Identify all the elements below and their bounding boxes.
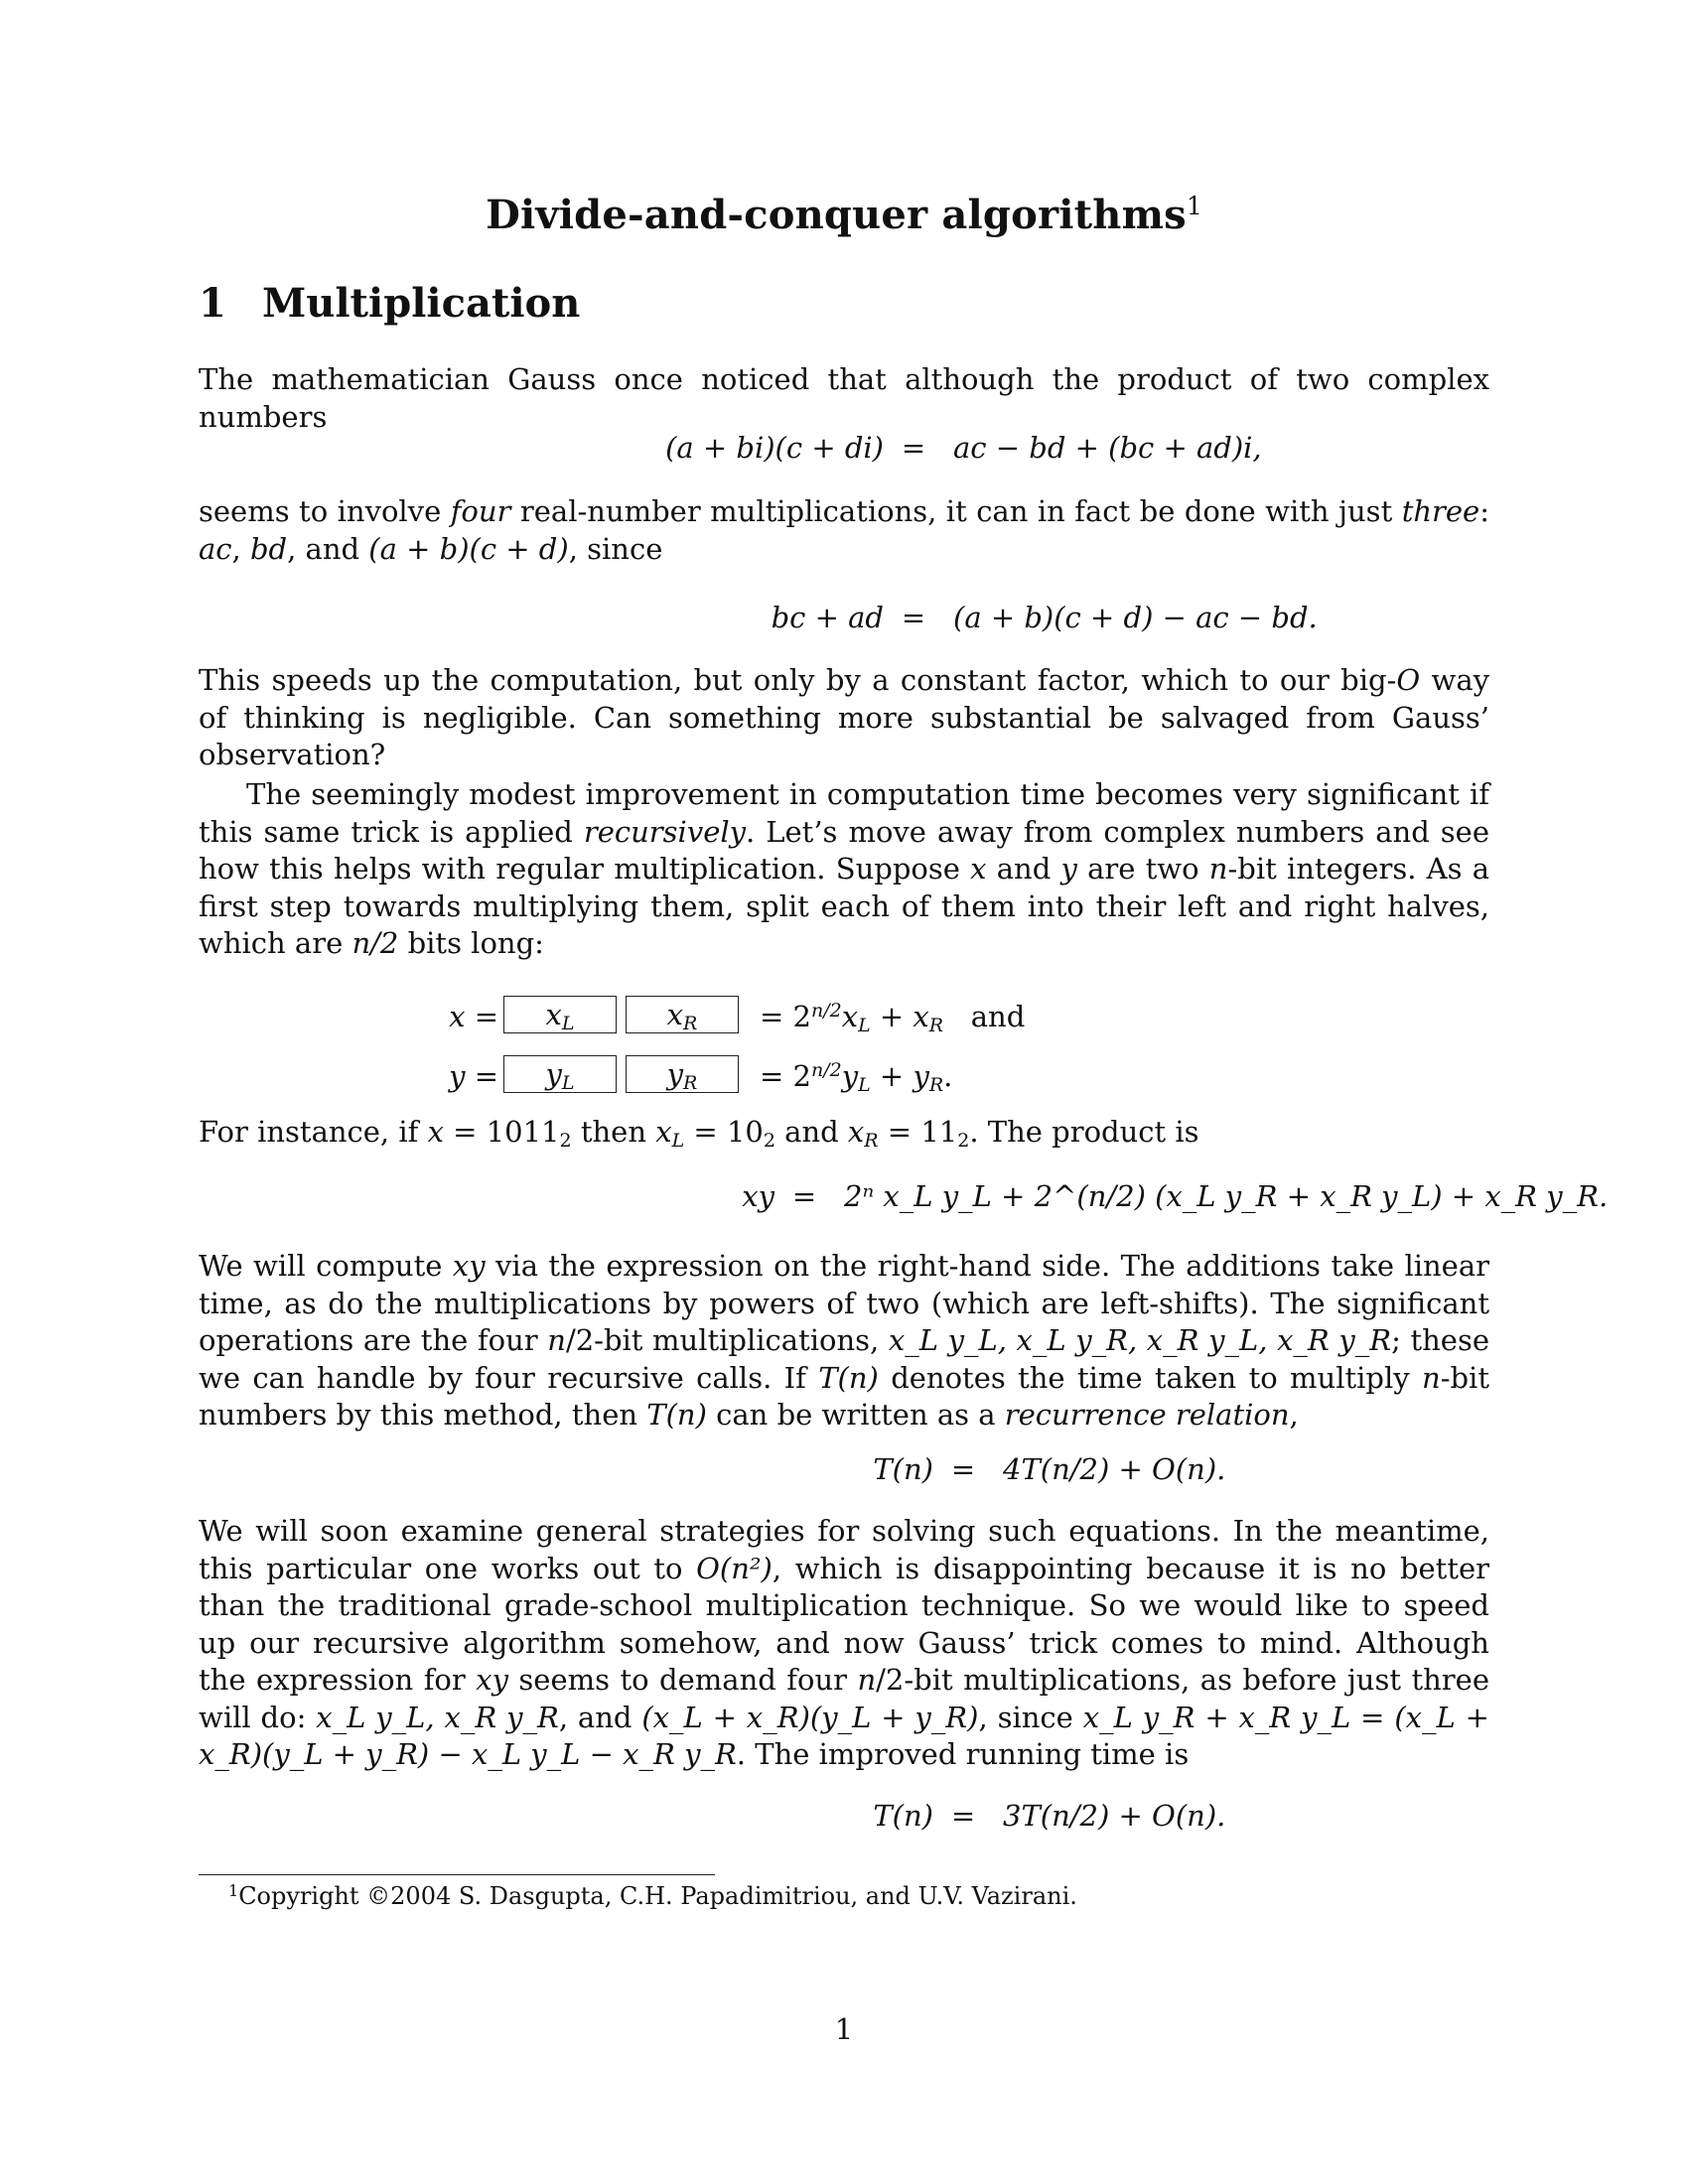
split-y-var: y [449,1059,466,1093]
split-diagram-x [199,996,1489,1039]
box-y-right-sub: R [683,1072,698,1094]
eq1-rel: = [901,431,926,465]
p2-t5: , and [287,531,369,566]
p6-i2: n [547,1323,566,1357]
p5-t3: then [571,1115,656,1149]
split-y-rhs-plus: + y [870,1059,929,1093]
p3-i1: O [1396,663,1421,697]
p4-i1: recursively [583,814,747,849]
split-x-rhs-sub: L [858,1015,871,1036]
footnote-mark: 1 [228,1881,239,1900]
p4-i3: y [1060,852,1077,886]
p4-t3: and [986,852,1061,886]
p7-i6: x_L y_R + x_R y_L = (x_L + x_R)(y_L + y_R) − x_L y_L − x_R y_R [199,1700,1489,1771]
paragraph-four-mults [199,1248,1489,1434]
section-heading [199,280,580,327]
eq5-lhs: T(n) [873,1799,933,1833]
p2-i1: four [450,494,511,528]
p2-t1: seems to involve [199,494,451,528]
p2-i2: three [1401,494,1480,528]
split-y-rhs-sub: L [858,1074,871,1096]
p4-t1: The seemingly modest improvement in computation time becomes very significant if this same trick is applied [199,777,1489,849]
eq3-lhs: xy [742,1179,774,1213]
p6-t1: We will compute [199,1249,453,1283]
p2-t2: real-number multiplications, it can in fact be done with just [510,494,1402,528]
split-y-rhs-sub2: R [928,1074,944,1096]
p4-t2: . Let’s move away from complex numbers and see how this helps with regular multiplication. Suppose [199,814,1489,886]
eq4-rel: = [950,1452,976,1486]
eq2-rhs: (a + b)(c + d) − ac − bd. [953,601,1318,634]
split-y-rhs-base: = 2 [760,1059,811,1093]
split-x-rhs-plus: + x [870,1000,929,1033]
box-y-left-half [503,1055,617,1093]
box-x-right-var: x [666,998,684,1031]
split-y-rhs [760,1059,953,1096]
p6-i6: T(n) [646,1398,707,1432]
p2-i5: (a + b)(c + d) [368,531,569,566]
document-title [199,192,1489,238]
p5-s2: L [671,1130,685,1152]
split-diagram-y [199,1055,1489,1099]
p7-t6: , since [978,1700,1083,1734]
box-y-right-half [626,1055,739,1093]
p5-i1: x [427,1115,444,1149]
box-x-left-sub: L [561,1013,575,1034]
box-y-left-var: y [545,1057,562,1091]
p4-i4: n [1208,852,1228,886]
split-x-rhs [760,1000,1026,1036]
p7-t7: . The improved running time is [736,1737,1190,1771]
eq2-lhs: bc + ad [771,601,884,634]
box-x-right-half [626,996,739,1033]
eq2-rel: = [901,601,926,634]
p7-t3: seems to demand four [507,1663,858,1697]
split-x-equals: = [474,1000,498,1033]
p7-t2: , which is disappointing because it is no better than the traditional grade-school multiplication technique. So we would like to speed up our recursive algorithm somehow, and now Gauss’ trick comes to mind. Although the expression for [199,1551,1490,1697]
split-y-rhs-var: y [841,1059,859,1093]
p5-i2: x [655,1115,672,1149]
p3-t1: This speeds up the computation, but only by a constant factor, which to our big- [199,663,1397,697]
eq5-rel: = [950,1799,976,1833]
split-x-tail: and [970,1000,1026,1033]
p6-t8: , [1289,1398,1299,1432]
p6-t7: can be written as a [706,1398,1005,1432]
p6-i5: n [1422,1360,1441,1395]
paragraph-recursive [199,776,1489,963]
p4-t5: -bit integers. As a first step towards multiplying them, split each of them into their left and right halves, which are [199,852,1489,960]
p6-t4: ; these we can handle by four recursive calls. If [199,1323,1489,1395]
paragraph-speedup [199,662,1489,774]
p7-i5: (x_L + x_R)(y_L + y_R) [641,1700,979,1734]
box-x-right-sub: R [683,1013,698,1034]
p6-t5: denotes the time taken to multiply [878,1360,1422,1395]
eq4-rhs: 4T(n/2) + O(n). [1003,1452,1226,1486]
p4-t6: bits long: [398,926,544,960]
p7-i1: O(n²) [696,1551,773,1585]
p6-t3: /2-bit multiplications, [565,1323,889,1357]
eq3-rel: = [791,1179,817,1213]
box-y-left-sub: L [561,1072,575,1094]
p4-i2: x [970,852,987,886]
p2-t3: : [1479,494,1489,528]
eq1-rhs: ac − bd + (bc + ad)i, [953,431,1262,465]
p6-i3: x_L y_L, x_L y_R, x_R y_L, x_R y_R [888,1323,1392,1357]
p7-t5: , and [558,1700,642,1734]
paragraph-gauss-recursive [199,1513,1489,1774]
p7-i2: xy [476,1663,508,1697]
p7-t1: We will soon examine general strategies for solving such equations. In the meantime, this particular one works out to [199,1514,1489,1585]
p5-t6: = 11 [878,1115,958,1149]
section-number: 1 [199,280,226,327]
p2-t6: , since [568,531,663,566]
split-y-exp: n/2 [810,1059,842,1081]
split-y-tail: . [943,1059,953,1093]
p5-t2: = 1011 [443,1115,560,1149]
p7-i4: x_L y_L, x_R y_R [316,1700,559,1734]
paragraph-intro [199,361,1489,436]
page-number: 1 [834,2012,854,2046]
p7-t4: /2-bit multiplications, as before just three will do: [199,1663,1489,1734]
title-footnote-mark[interactable]: 1 [1186,192,1202,220]
section-title: Multiplication [262,280,581,327]
footnote-rule [199,1874,715,1875]
eq3-rhs: 2ⁿ x_L y_L + 2^(n/2) (x_L y_R + x_R y_L) + x_R y_R. [844,1179,1609,1213]
page [199,0,1609,2184]
p1-text: The mathematician Gauss once noticed that although the product of two complex numbers [199,362,1489,434]
split-x-rhs-sub2: R [928,1015,944,1036]
p5-t7: . The product is [969,1115,1199,1149]
split-x-exp: n/2 [810,1000,842,1022]
p2-i4: bd [249,531,288,566]
p4-i5: n/2 [352,926,399,960]
p6-t2: via the expression on the right-hand side. The additions take linear time, as do the multiplications by powers of two (which are left-shifts). The significant operations are the four [199,1249,1489,1357]
p6-i1: xy [452,1249,486,1283]
footnote [228,1882,1077,1910]
p6-i4: T(n) [818,1360,879,1395]
p5-s4: R [864,1130,879,1152]
p6-t6: -bit numbers by this method, then [199,1360,1489,1432]
split-x-lhs [421,1000,498,1033]
p5-t4: = 10 [684,1115,764,1149]
p2-i3: ac [199,531,232,566]
p5-s5: 2 [957,1130,970,1152]
p2-t4: , [231,531,250,566]
split-x-rhs-var: x [841,1000,859,1033]
footnote-text: Copyright ©2004 S. Dasgupta, C.H. Papadimitriou, and U.V. Vazirani. [238,1882,1077,1910]
paragraph-three-mults [199,493,1489,568]
p5-s1: 2 [559,1130,572,1152]
p6-i7: recurrence relation [1004,1398,1290,1432]
box-y-right-var: y [666,1057,684,1091]
p3-t2: way of thinking is negligible. Can something more substantial be salvaged from Gauss’ observation? [199,663,1489,771]
box-x-left-half [503,996,617,1033]
title-text: Divide-and-conquer algorithms [486,192,1187,238]
eq5-rhs: 3T(n/2) + O(n). [1003,1799,1226,1833]
p7-i3: n [857,1663,877,1697]
paragraph-example [199,1114,1489,1152]
split-x-var: x [449,1000,466,1033]
p5-t1: For instance, if [199,1115,428,1149]
p5-s3: 2 [763,1130,775,1152]
split-x-rhs-base: = 2 [760,1000,811,1033]
split-y-equals: = [474,1059,498,1093]
eq1-lhs: (a + bi)(c + di) [665,431,884,465]
box-x-left-var: x [545,998,562,1031]
p5-i3: x [847,1115,865,1149]
eq4-lhs: T(n) [873,1452,933,1486]
split-y-lhs [421,1059,498,1093]
p5-t5: and [774,1115,848,1149]
p4-t4: are two [1076,852,1209,886]
